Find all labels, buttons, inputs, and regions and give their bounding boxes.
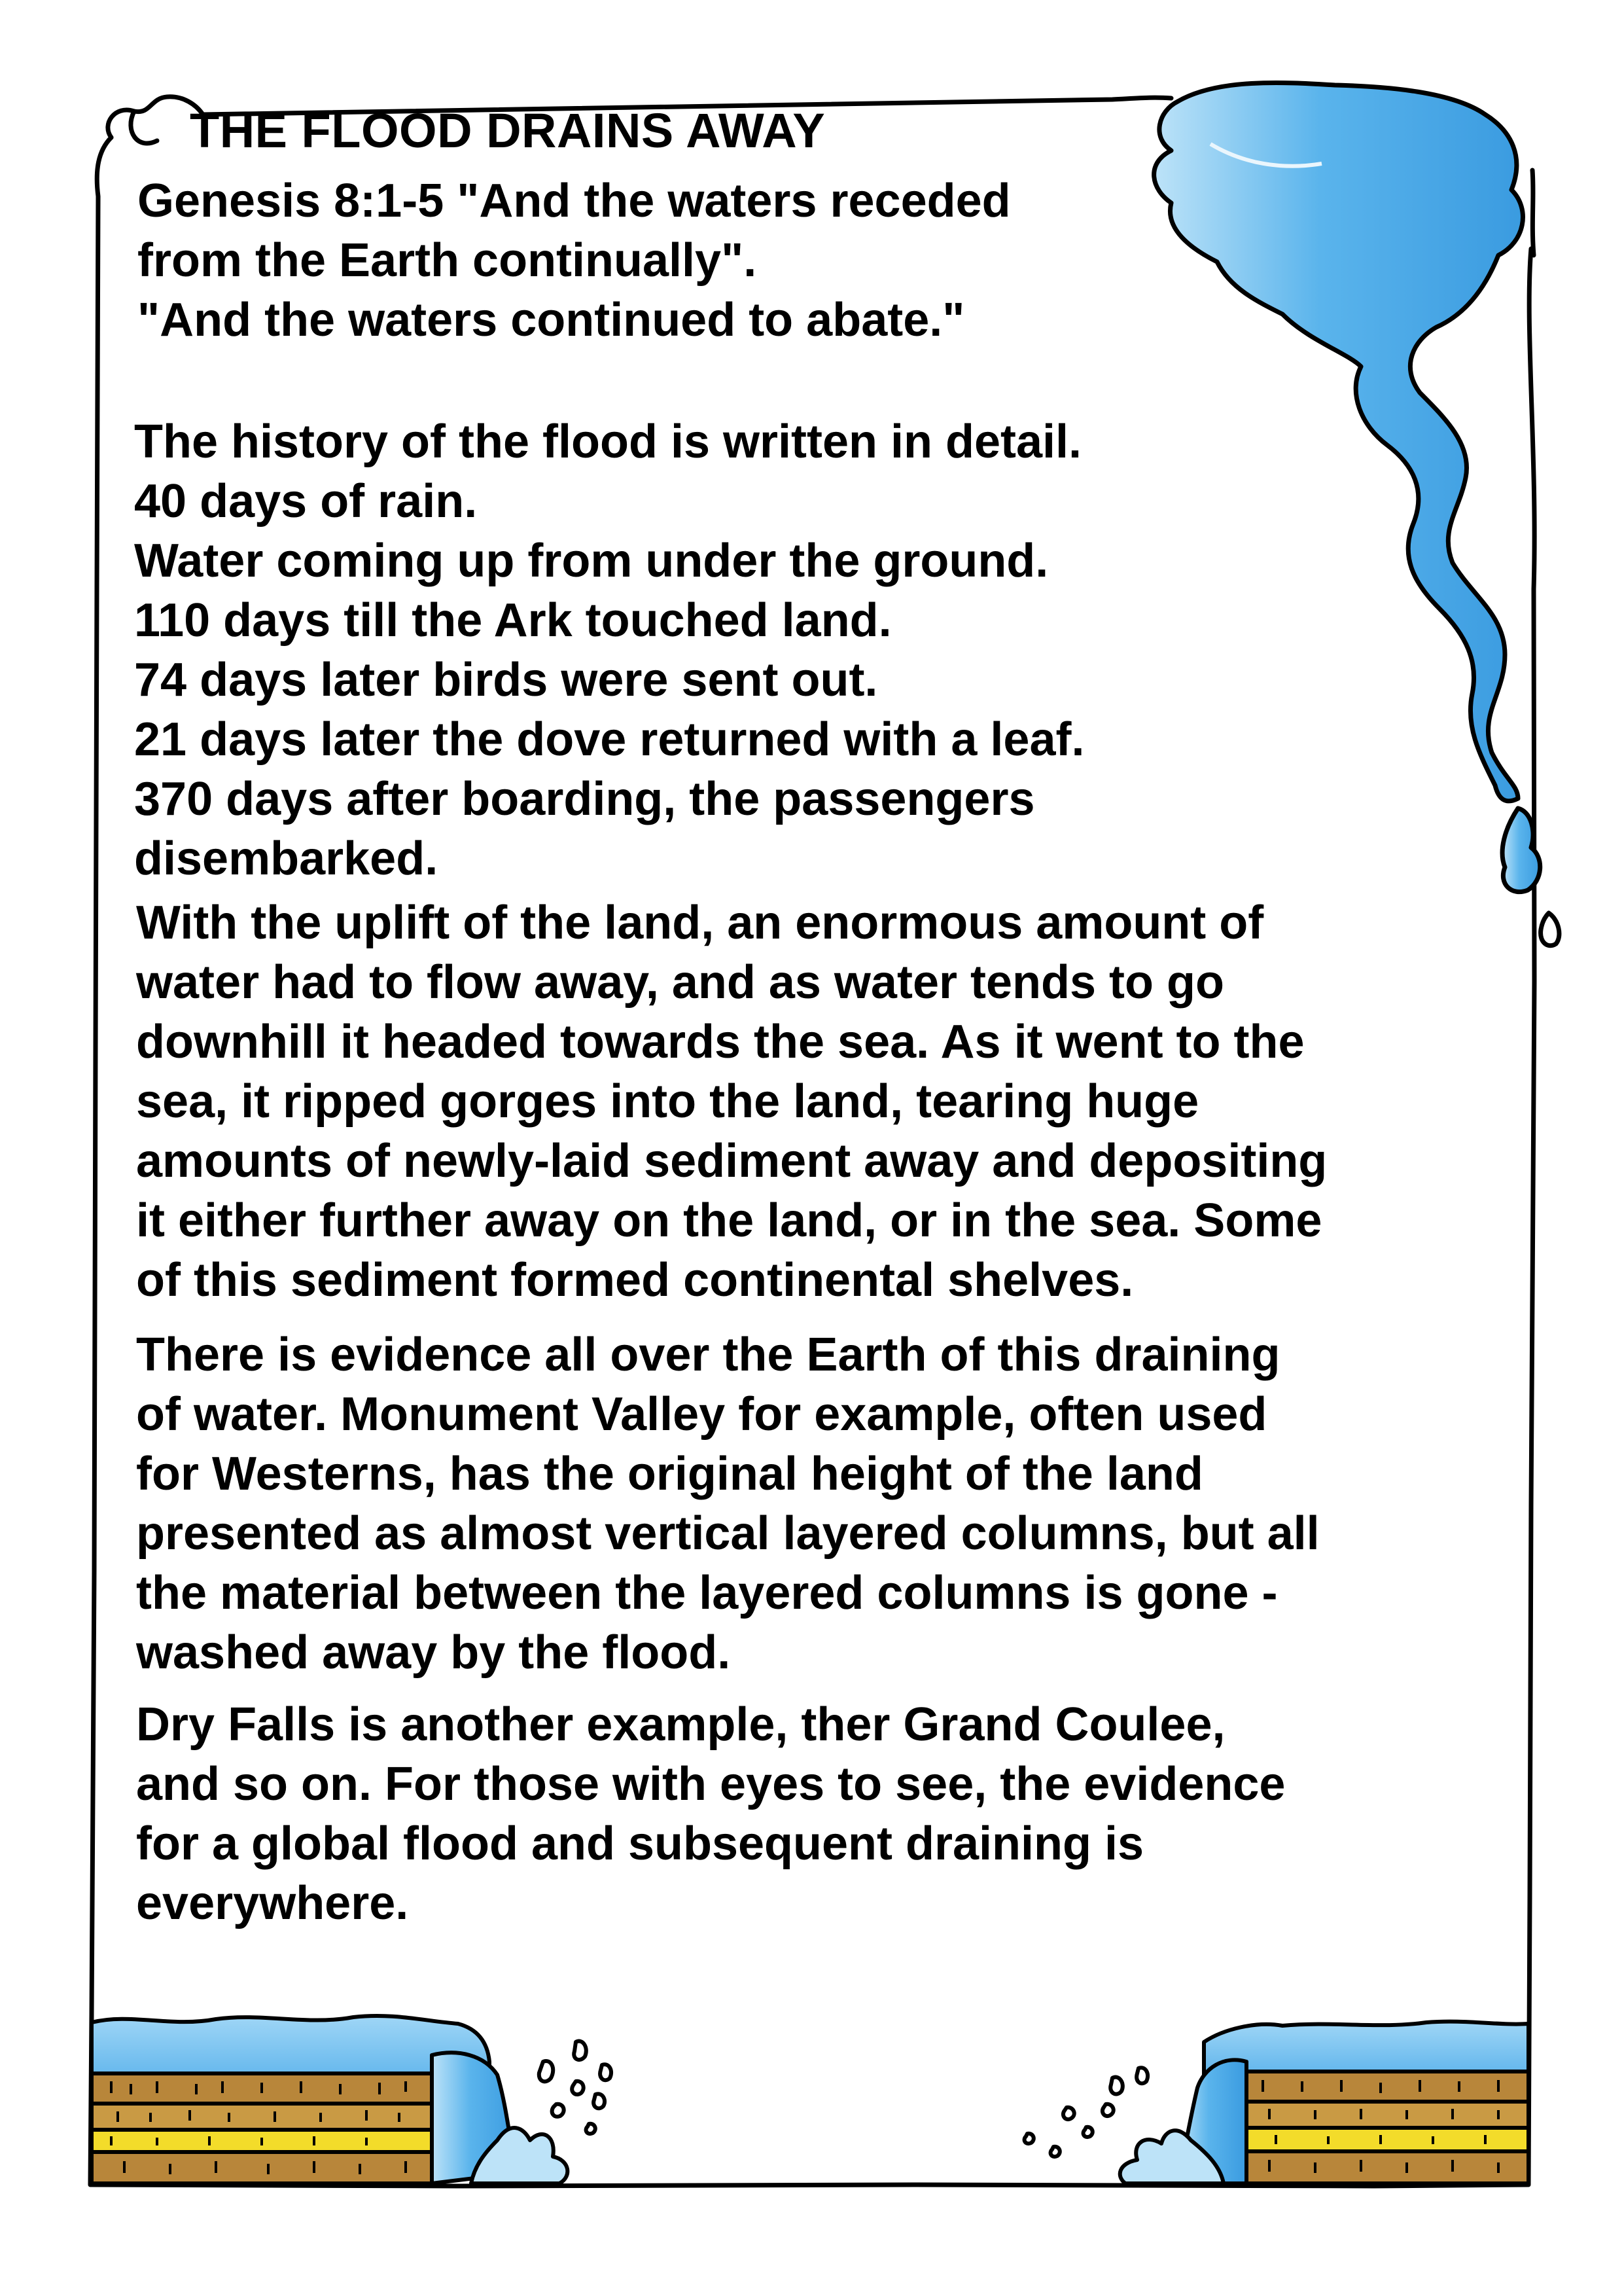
waterfall-strata-right-icon xyxy=(1025,2022,1528,2183)
timeline-line: 110 days till the Ark touched land. xyxy=(134,594,892,647)
paragraph-line: washed away by the flood. xyxy=(136,1626,731,1679)
paragraph-line: water had to flow away, and as water tends to go xyxy=(136,956,1224,1009)
paragraph-line: presented as almost vertical layered columns, but all xyxy=(136,1507,1320,1560)
timeline-line: 40 days of rain. xyxy=(134,475,478,528)
paragraph-line: everywhere. xyxy=(136,1877,409,1929)
water-swirl-icon xyxy=(1154,82,1559,945)
paragraph-line: of this sediment formed continental shelves. xyxy=(136,1254,1134,1306)
timeline-line: 370 days after boarding, the passengers xyxy=(134,773,1035,825)
waterfall-strata-left-icon xyxy=(92,2016,611,2183)
paragraph-line: sea, it ripped gorges into the land, tearing huge xyxy=(136,1075,1199,1128)
paragraph-line: and so on. For those with eyes to see, the evidence xyxy=(136,1758,1286,1810)
paragraph-monument-valley xyxy=(136,1325,1320,1683)
paragraph-line: There is evidence all over the Earth of this draining xyxy=(136,1329,1280,1381)
page-title: THE FLOOD DRAINS AWAY xyxy=(190,103,826,158)
timeline-line: disembarked. xyxy=(134,833,438,885)
paragraph-uplift xyxy=(136,893,1327,1310)
paragraph-line: downhill it headed towards the sea. As it went to the xyxy=(136,1016,1305,1068)
timeline-line: 21 days later the dove returned with a leaf. xyxy=(134,713,1085,766)
scripture-verse xyxy=(137,171,1011,350)
verse-line: Genesis 8:1-5 "And the waters receded xyxy=(137,175,1011,227)
paragraph-line: for Westerns, has the original height of the land xyxy=(136,1448,1203,1500)
timeline-line: The history of the flood is written in detail. xyxy=(134,416,1082,468)
paragraph-line: of water. Monument Valley for example, often used xyxy=(136,1388,1267,1441)
timeline-line: 74 days later birds were sent out. xyxy=(134,654,878,706)
flood-timeline xyxy=(134,412,1084,889)
paragraph-dry-falls xyxy=(136,1695,1285,1933)
verse-line: "And the waters continued to abate." xyxy=(137,294,965,346)
paragraph-line: for a global flood and subsequent draining is xyxy=(136,1818,1144,1870)
paragraph-line: amounts of newly-laid sediment away and depositing xyxy=(136,1135,1328,1187)
timeline-line: Water coming up from under the ground. xyxy=(134,535,1049,587)
paragraph-line: the material between the layered columns is gone - xyxy=(136,1567,1278,1619)
paragraph-line: it either further away on the land, or in the sea. Some xyxy=(136,1194,1322,1247)
verse-line: from the Earth continually". xyxy=(137,234,757,287)
paragraph-line: Dry Falls is another example, ther Grand Coulee, xyxy=(136,1698,1226,1751)
paragraph-line: With the uplift of the land, an enormous amount of xyxy=(136,897,1264,949)
